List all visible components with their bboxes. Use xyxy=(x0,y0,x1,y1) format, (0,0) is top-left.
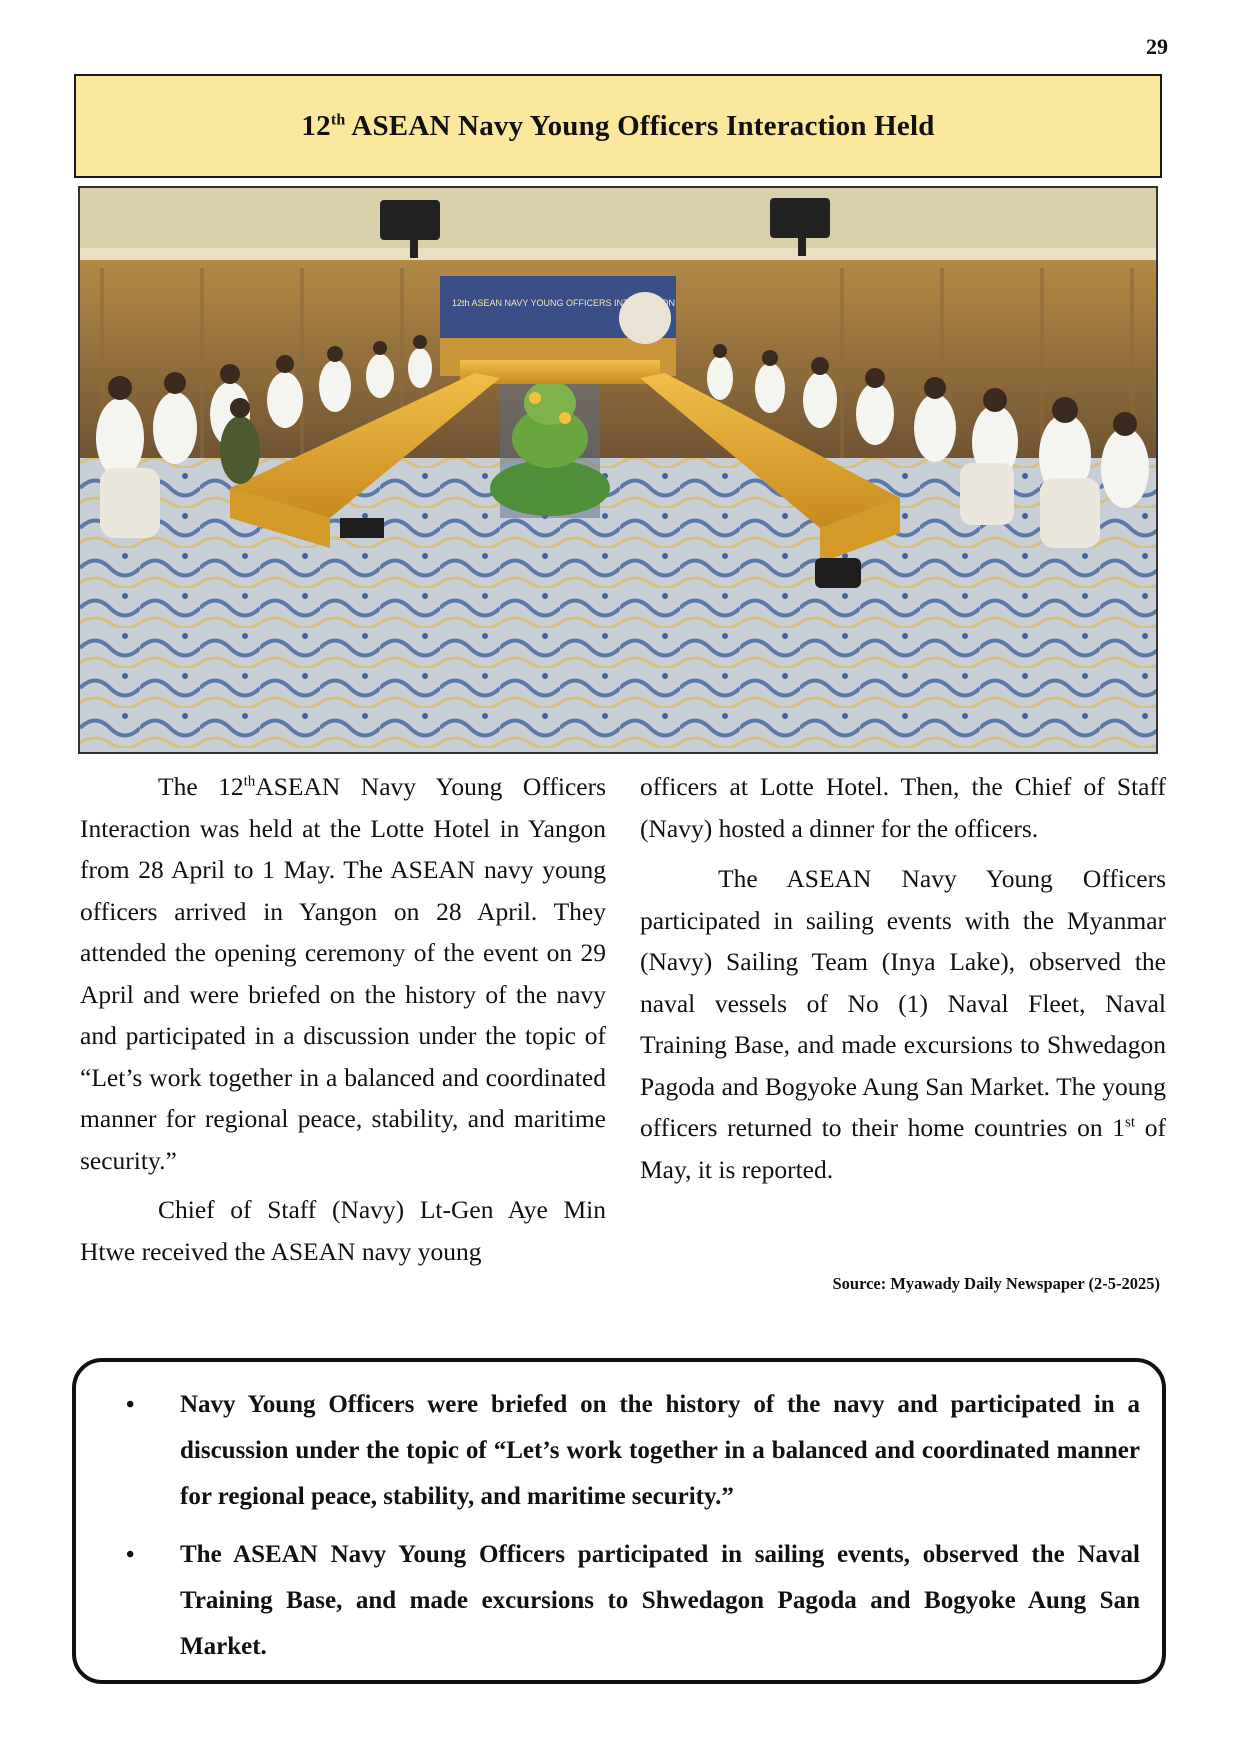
article-paragraph-2-continued: officers at Lotte Hotel. Then, the Chief of Staff (Navy) hosted a dinner for the officers. xyxy=(640,772,1166,843)
summary-item: • The ASEAN Navy Young Officers participated in sailing events, observed the Naval Training Base, and made excursions to Shwedagon Pagoda and Bogyoke Aung San Market. xyxy=(106,1532,1140,1670)
title-number: 12 xyxy=(301,109,331,142)
page-number: 29 xyxy=(1146,34,1168,59)
article-paragraph-2: Chief of Staff (Navy) Lt-Gen Aye Min Htwe received the ASEAN navy young xyxy=(80,1195,606,1266)
summary-box xyxy=(72,1358,1166,1684)
banner-text: 12th ASEAN NAVY YOUNG OFFICERS INTERACTION xyxy=(452,298,676,308)
title-ordinal: th xyxy=(330,110,346,128)
summary-item: • Navy Young Officers were briefed on the history of the navy and participated in a discussion under the topic of “Let’s work together in a balanced and coordinated manner for regional peace, stability, and maritime security.” xyxy=(106,1382,1140,1520)
bullet-icon: • xyxy=(126,1392,135,1418)
title-banner xyxy=(74,74,1162,178)
summary-list xyxy=(106,1382,1140,1670)
article-left-column xyxy=(80,766,606,1272)
article-paragraph-1: The 12thASEAN Navy Young Officers Interaction was held at the Lotte Hotel in Yangon from 28 April to 1 May. The ASEAN navy young officers arrived in Yangon on 28 April. They attended the opening ceremony of the event on 29 April and were briefed on the history of the navy and participated in a discussion under the topic of “Let’s work together in a balanced and coordinated manner for regional peace, stability, and maritime security.” xyxy=(80,772,606,1175)
page-title xyxy=(301,110,934,143)
conference-photo xyxy=(78,186,1158,754)
bullet-icon: • xyxy=(126,1542,135,1568)
source-credit: Source: Myawady Daily Newspaper (2-5-2025) xyxy=(832,1274,1160,1293)
article-paragraph-3: The ASEAN Navy Young Officers participated in sailing events with the Myanmar (Navy) Sailing Team (Inya Lake), observed the naval vessels of No (1) Naval Fleet, Naval Training Base, and made excursions to Shwedagon Pagoda and Bogyoke Aung San Market. The young officers returned to their home countries on 1st of May, it is reported. xyxy=(640,864,1166,1184)
title-text: ASEAN Navy Young Officers Interaction Held xyxy=(345,109,935,142)
article-right-column xyxy=(640,766,1166,1190)
